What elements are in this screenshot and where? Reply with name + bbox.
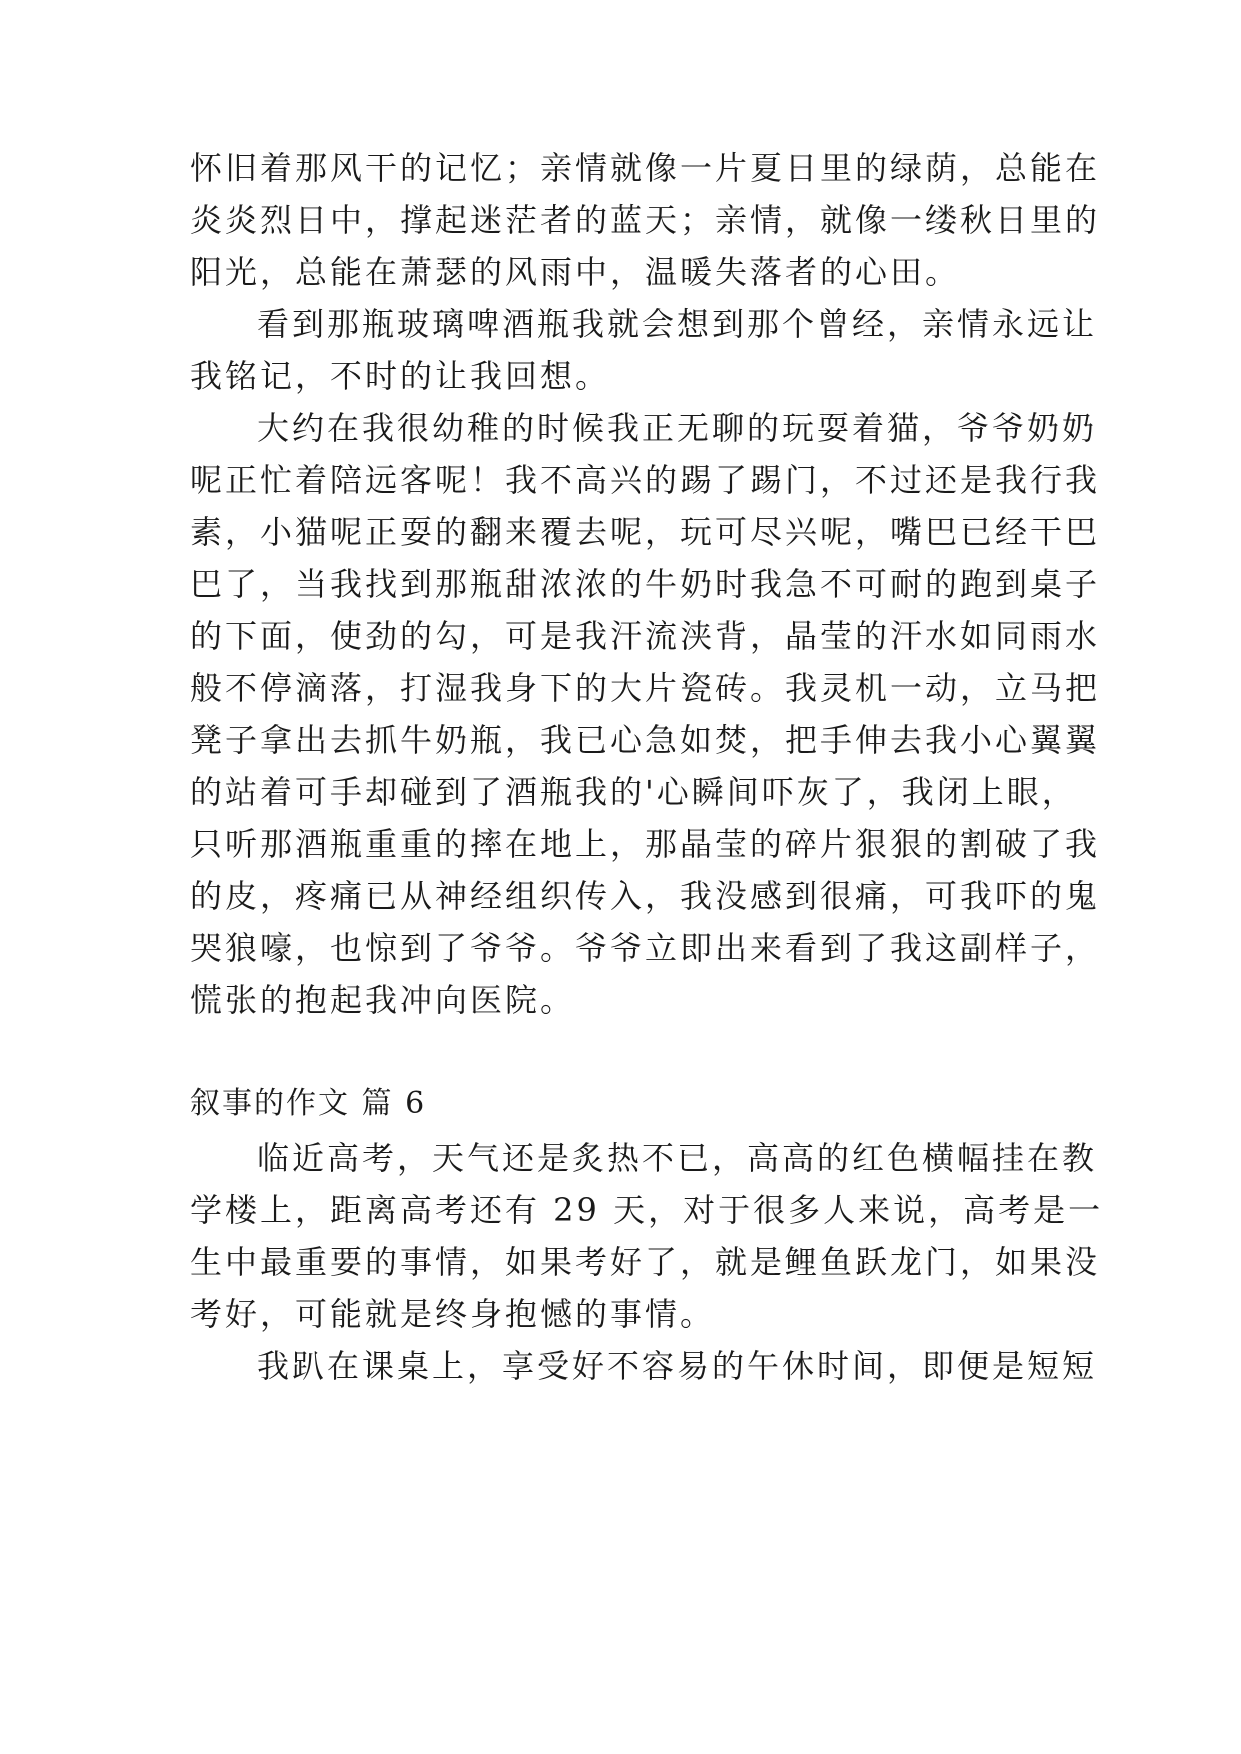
paragraph-line: 怀旧着那风干的记忆；亲情就像一片夏日里的绿荫，总能在 (190, 149, 1101, 187)
paragraph-line: 巴了，当我找到那瓶甜浓浓的牛奶时我急不可耐的跑到桌子 (190, 565, 1101, 603)
paragraph-line: 生中最重要的事情，如果考好了，就是鲤鱼跃龙门，如果没 (190, 1243, 1101, 1281)
paragraph-line: 学楼上，距离高考还有 29 天，对于很多人来说，高考是一 (190, 1191, 1104, 1229)
paragraph-line: 我铭记，不时的让我回想。 (190, 357, 611, 395)
paragraph-line: 的站着可手却碰到了酒瓶我的'心瞬间吓灰了，我闭上眼， (190, 773, 1077, 811)
paragraph-line: 只听那酒瓶重重的摔在地上，那晶莹的碎片狠狠的割破了我 (190, 825, 1101, 863)
paragraph-line: 凳子拿出去抓牛奶瓶，我已心急如焚，把手伸去我小心翼翼 (190, 721, 1101, 759)
paragraph-line: 哭狼嚎，也惊到了爷爷。爷爷立即出来看到了我这副样子， (190, 929, 1101, 967)
paragraph-line: 的皮，疼痛已从神经组织传入，我没感到很痛，可我吓的鬼 (190, 877, 1101, 915)
paragraph-line: 临近高考，天气还是炙热不已，高高的红色横幅挂在教 (257, 1139, 1098, 1177)
paragraph-line: 慌张的抱起我冲向医院。 (190, 981, 576, 1019)
paragraph-line: 考好，可能就是终身抱憾的事情。 (190, 1295, 716, 1333)
paragraph-line: 阳光，总能在萧瑟的风雨中，温暖失落者的心田。 (190, 253, 961, 291)
paragraph-line: 大约在我很幼稚的时候我正无聊的玩耍着猫，爷爷奶奶 (257, 409, 1098, 447)
paragraph-line: 炎炎烈日中，撑起迷茫者的蓝天；亲情，就像一缕秋日里的 (190, 201, 1101, 239)
paragraph-line: 素，小猫呢正耍的翻来覆去呢，玩可尽兴呢，嘴巴已经干巴 (190, 513, 1101, 551)
paragraph-line: 看到那瓶玻璃啤酒瓶我就会想到那个曾经，亲情永远让 (257, 305, 1098, 343)
paragraph-line: 我趴在课桌上，享受好不容易的午休时间，即便是短短 (257, 1347, 1098, 1385)
paragraph-line: 的下面，使劲的勾，可是我汗流浃背，晶莹的汗水如同雨水 (190, 617, 1101, 655)
section-heading: 叙事的作文 篇 6 (190, 1086, 427, 1121)
paragraph-line: 呢正忙着陪远客呢！我不高兴的踢了踢门，不过还是我行我 (190, 461, 1101, 499)
paragraph-line: 般不停滴落，打湿我身下的大片瓷砖。我灵机一动，立马把 (190, 669, 1101, 707)
